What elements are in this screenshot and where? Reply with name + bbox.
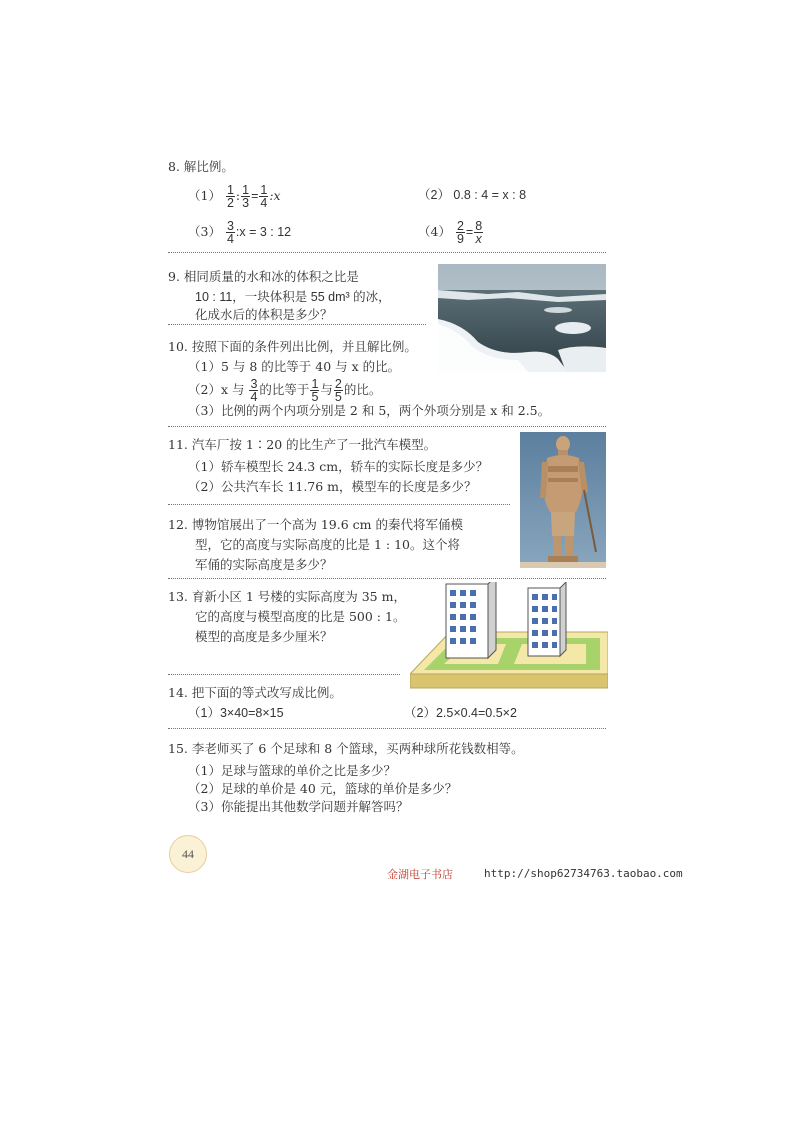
q8-part4: （4） $\frac{2}{9}$ = $\frac{8}{x}$ [418,219,483,246]
divider [168,728,606,729]
divider [168,674,400,675]
divider [168,426,606,427]
divider [168,504,510,505]
divider [168,324,426,325]
q12-line2: 型，它的高度与实际高度的比是 1 : 10。这个将 [195,537,460,552]
terracotta-warrior-photo [520,432,606,568]
q15-title: 15. 李老师买了 6 个足球和 8 个篮球，买两种球所花钱数相等。 [168,741,524,756]
q8-part2: （2） 0.8 : 4 = x : 8 [418,188,527,202]
q15-part3: （3）你能提出其他数学问题并解答吗？ [188,799,409,814]
q8-title: 8. 解比例。 [168,159,234,174]
q10-part2: （2）x 与 $\frac{3}{4}$ 的比等于 $\frac{1}{5}$ 与 $\frac{2}{5}$ 的比。 [188,377,382,404]
q10-part3: （3）比例的两个内项分别是 2 和 5，两个外项分别是 x 和 2.5。 [188,403,551,418]
page-number: 44 [169,835,207,873]
q8-part1: （1） $\frac{1}{2}$ : $\frac{1}{3}$ = $\frac{1}{4}$ :x [188,183,281,210]
q11-part1: （1）轿车模型长 24.3 cm，轿车的实际长度是多少？ [188,459,489,474]
q13-line3: 模型的高度是多少厘米？ [195,629,333,644]
store-url[interactable]: http://shop62734763.taobao.com [484,867,683,880]
q13-line1: 13. 育新小区 1 号楼的实际高度为 35 m， [168,589,406,604]
q9-line1: 9. 相同质量的水和冰的体积之比是 [168,269,359,284]
q8-part3: （3） $\frac{3}{4}$ :x = 3 : 12 [188,219,292,246]
q10-part1: （1）5 与 8 的比等于 40 与 x 的比。 [188,359,401,374]
q11-title: 11. 汽车厂按 1∶20 的比生产了一批汽车模型。 [168,437,437,452]
q12-line1: 12. 博物馆展出了一个高为 19.6 cm 的秦代将军俑模 [168,517,463,532]
q15-part2: （2）足球的单价是 40 元，篮球的单价是多少？ [188,781,458,796]
divider [168,578,606,579]
q15-part1: （1）足球与篮球的单价之比是多少？ [188,763,396,778]
q9-line3: 化成水后的体积是多少？ [195,307,333,322]
q14-title: 14. 把下面的等式改写成比例。 [168,685,342,700]
q9-line2: 10 : 11，一块体积是 55 dm³ 的冰， [195,290,391,304]
store-name: 金湖电子书店 [387,868,453,881]
q13-line2: 它的高度与模型高度的比是 500 : 1。 [195,609,406,624]
q10-title: 10. 按照下面的条件列出比例，并且解比例。 [168,339,417,354]
q14-part2: （2）2.5×0.4=0.5×2 [404,706,517,720]
ice-water-photo [438,264,606,372]
building-model-illustration [410,582,608,692]
q14-part1: （1）3×40=8×15 [188,706,284,720]
q12-line3: 军俑的实际高度是多少？ [195,557,333,572]
q11-part2: （2）公共汽车长 11.76 m，模型车的长度是多少？ [188,479,477,494]
divider [168,252,606,253]
